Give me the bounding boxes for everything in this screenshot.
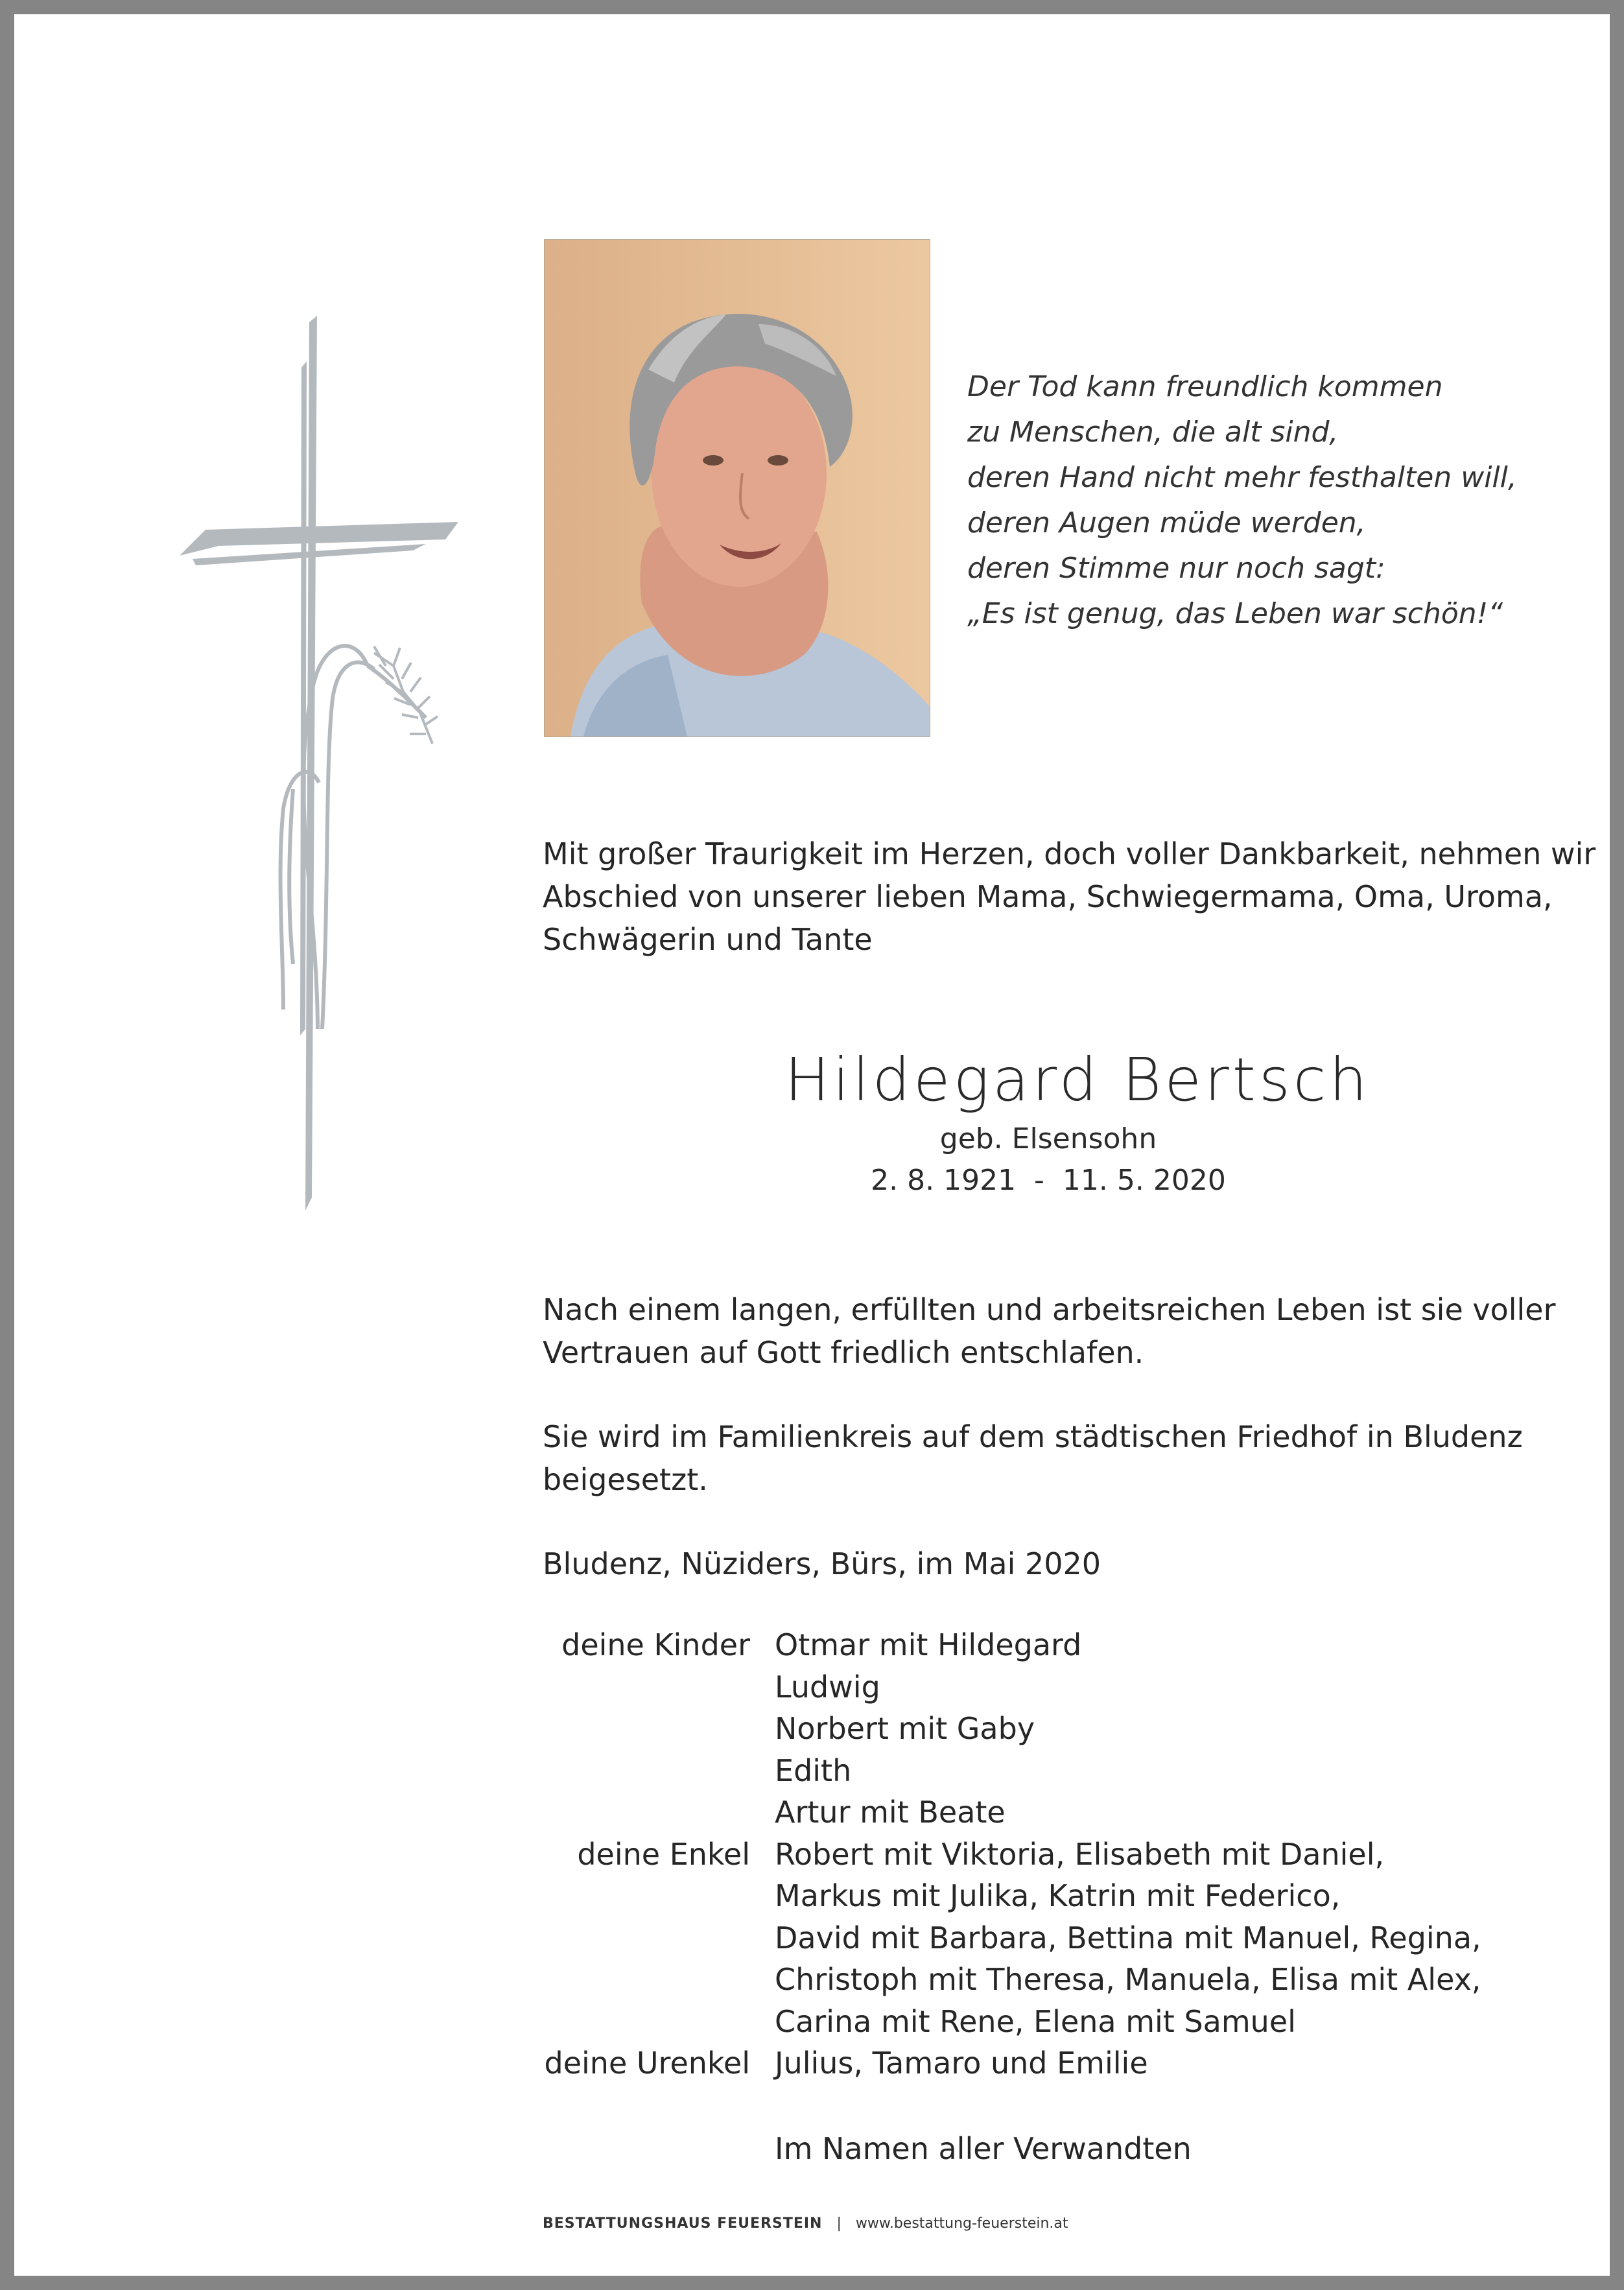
poem-line: zu Menschen, die alt sind, <box>967 416 1339 449</box>
deceased-info <box>543 1042 1554 1201</box>
great-grandchild-line: Julius, Tamaro und Emilie <box>775 2046 1148 2081</box>
obituary-page <box>14 14 1610 2276</box>
grandchild-line: Robert mit Viktoria, Elisabeth mit Daniel, <box>775 1836 1385 1872</box>
body-text <box>543 1288 1554 1585</box>
poem <box>967 364 1551 637</box>
paragraph-line: Sie wird im Familienkreis auf dem städtischen Friedhof in Bludenz <box>543 1419 1523 1454</box>
child-name: Ludwig <box>775 1669 880 1705</box>
place-date-line: Bludenz, Nüziders, Bürs, im Mai 2020 <box>543 1546 1101 1581</box>
grandchild-line: Markus mit Julika, Katrin mit Federico, <box>775 1878 1341 1913</box>
child-name: Otmar mit Hildegard <box>775 1627 1082 1662</box>
deceased-name: Hildegard Bertsch <box>784 1045 1371 1115</box>
life-dates: 2. 8. 1921 - 11. 5. 2020 <box>871 1164 1226 1197</box>
footer-separator: | <box>836 2215 841 2232</box>
children-row <box>543 1624 1580 1834</box>
footer <box>543 2215 1068 2232</box>
birth-name: geb. Elsensohn <box>939 1122 1157 1155</box>
intro-line: Schwägerin und Tante <box>543 922 873 957</box>
poem-line: „Es ist genug, das Leben war schön!“ <box>967 597 1503 630</box>
great-grandchildren-row <box>543 2042 1580 2084</box>
child-name: Artur mit Beate <box>775 1795 1006 1830</box>
poem-line: deren Stimme nur noch sagt: <box>967 552 1385 585</box>
grandchildren-label: deine Enkel <box>577 1836 750 1872</box>
funeral-home-name: BESTATTUNGSHAUS FEUERSTEIN <box>543 2215 823 2232</box>
great-grandchildren-label: deine Urenkel <box>544 2046 750 2081</box>
signoff: Im Namen aller Verwandten <box>775 2131 1192 2166</box>
intro-line: Abschied von unserer lieben Mama, Schwiegermama, Oma, Uroma, <box>543 879 1553 914</box>
poem-line: Der Tod kann freundlich kommen <box>967 370 1443 403</box>
intro-text <box>543 832 1596 961</box>
intro-line: Mit großer Traurigkeit im Herzen, doch voller Dankbarkeit, nehmen wir <box>543 836 1596 871</box>
child-name: Edith <box>775 1753 852 1788</box>
website-link[interactable]: www.bestattung-feuerstein.at <box>855 2215 1068 2232</box>
poem-line: deren Hand nicht mehr festhalten will, <box>967 461 1517 494</box>
poem-line: deren Augen müde werden, <box>967 506 1366 539</box>
cross-with-wheat-icon <box>180 316 484 1210</box>
portrait-photo <box>544 239 930 737</box>
child-name: Norbert mit Gaby <box>775 1711 1035 1746</box>
paragraph-line: Nach einem langen, erfüllten und arbeitsreichen Leben ist sie voller <box>543 1292 1556 1327</box>
grandchild-line: Carina mit Rene, Elena mit Samuel <box>775 2003 1296 2039</box>
paragraph-line: beigesetzt. <box>543 1462 708 1497</box>
grandchild-line: Christoph mit Theresa, Manuela, Elisa mit Alex, <box>775 1962 1481 1997</box>
family-list <box>543 1624 1580 2084</box>
grandchild-line: David mit Barbara, Bettina mit Manuel, Regina, <box>775 1920 1481 1955</box>
paragraph-line: Vertrauen auf Gott friedlich entschlafen. <box>543 1335 1144 1370</box>
grandchildren-row <box>543 1834 1580 2043</box>
children-label: deine Kinder <box>561 1627 750 1662</box>
